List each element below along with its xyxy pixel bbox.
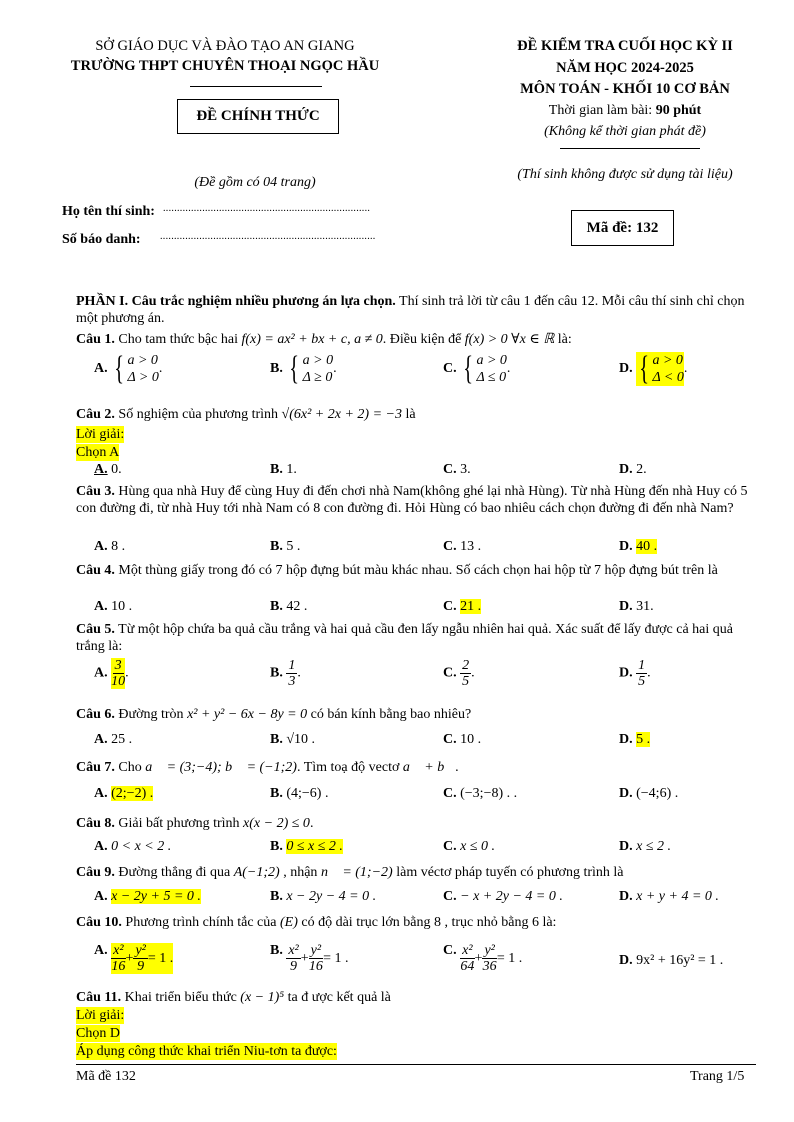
- option-value: x + y + 4 = 0 .: [636, 889, 719, 904]
- option-label: B.: [270, 732, 283, 747]
- footer-exam-code: Mã đề 132: [76, 1069, 136, 1084]
- q-label: Câu 8.: [76, 816, 115, 831]
- option-value: x − 2y − 4 = 0 .: [286, 889, 377, 904]
- option-label: D.: [619, 786, 633, 801]
- option-label: C.: [443, 361, 457, 377]
- option-value: 5 .: [636, 732, 651, 747]
- part1-title: PHẦN I. Câu trắc nghiệm nhiều phương án lựa chọn.: [76, 294, 396, 309]
- sys-line: a > 0: [476, 353, 507, 368]
- equation-rhs: = 1 .: [496, 950, 523, 966]
- sys-line: Δ ≤ 0: [476, 370, 507, 385]
- question-2: [76, 406, 756, 423]
- q7-option-d[interactable]: [619, 786, 678, 802]
- q-expr: x(x − 2) ≤ 0: [243, 816, 310, 831]
- option-value: 0 < x < 2 .: [111, 839, 172, 854]
- option-value: 9x² + 16y² = 1 .: [636, 953, 724, 968]
- option-label: B.: [270, 462, 283, 477]
- q-text: Cho tam thức bậc hai: [114, 332, 242, 347]
- q-text: . Điều kiện để: [382, 332, 465, 347]
- option-value: 10 .: [460, 732, 482, 747]
- q1-option-a[interactable]: A. { a > 0 Δ > 0 .: [94, 350, 163, 387]
- option-label: C.: [443, 786, 457, 801]
- q-text: có độ dài trục lớn bằng 8 , trục nhỏ bằng 6 là:: [297, 915, 557, 930]
- footer-divider: [76, 1064, 756, 1065]
- fraction: [286, 658, 297, 689]
- option-label: D.: [619, 953, 633, 968]
- option-label: B.: [270, 943, 283, 958]
- q-label: Câu 5.: [76, 622, 115, 637]
- denominator: 9: [137, 959, 145, 974]
- option-value: 1.: [286, 462, 297, 477]
- q6-option-c[interactable]: [443, 732, 481, 748]
- chosen-answer: Chọn D: [76, 1026, 120, 1041]
- q-text: có bán kính bằng bao nhiêu?: [307, 707, 472, 722]
- option-value: √10 .: [286, 732, 316, 747]
- solution-label: Lời giải:: [76, 1008, 125, 1023]
- exam-time: [480, 103, 770, 119]
- option-label: C.: [443, 732, 457, 747]
- option-label: B.: [270, 839, 283, 854]
- option-label: D.: [619, 665, 633, 681]
- denominator: 16: [111, 959, 126, 974]
- question-1: [76, 331, 756, 348]
- option-label: C.: [443, 462, 457, 477]
- option-label: C.: [443, 943, 457, 958]
- q8-option-b[interactable]: [270, 839, 343, 855]
- dept-name: SỞ GIÁO DỤC VÀ ĐÀO TẠO AN GIANG: [95, 38, 355, 54]
- q-text: là:: [554, 332, 572, 347]
- question-3: [76, 483, 756, 517]
- q-text: Số nghiệm của phương trình: [114, 407, 282, 422]
- option-label: C.: [443, 539, 457, 554]
- q5-option-a[interactable]: A. $\frac{3}{10}$ .: [94, 658, 129, 689]
- option-label: B.: [270, 786, 283, 801]
- q5-option-b[interactable]: B. $\frac{1}{3}$ .: [270, 658, 301, 689]
- option-label: A.: [94, 361, 108, 377]
- q8-option-a[interactable]: [94, 839, 171, 855]
- option-value: 3.: [460, 462, 471, 477]
- sys-line: Δ < 0: [652, 370, 684, 385]
- q-label: Câu 4.: [76, 563, 115, 578]
- q2-option-a[interactable]: [94, 462, 122, 478]
- time-value: 90 phút: [655, 103, 702, 118]
- time-label: Thời gian làm bài:: [548, 103, 656, 118]
- denominator: 5: [638, 674, 646, 689]
- q6-option-a[interactable]: [94, 732, 132, 748]
- option-label: D.: [619, 361, 633, 377]
- option-value: $\frac{\text{x²}}{9}$ + $\frac{\text{y²}}{16}$ = 1 .: [288, 943, 349, 974]
- option-label: C.: [443, 839, 457, 854]
- option-value: $\frac{\text{x²}}{64}$ + $\frac{\text{y²}}{36}$ = 1 .: [460, 943, 523, 974]
- sys-line: a > 0: [302, 353, 334, 368]
- q-expr: x² + y² − 6x − 8y = 0: [187, 707, 308, 722]
- option-label: C.: [443, 599, 457, 614]
- option-value: 21 .: [460, 599, 482, 614]
- q-text: Từ một hộp chứa ba quả cầu trắng và hai quả cầu đen lấy ngẫu nhiên hai quả. Xác suất để lấy được cả hai quả trắng là:: [76, 622, 733, 654]
- q4-option-d[interactable]: [619, 599, 654, 615]
- chosen-answer: Chọn A: [76, 445, 120, 460]
- equation-rhs: = 1 .: [323, 950, 349, 966]
- option-label: A.: [94, 665, 108, 681]
- denominator: 36: [482, 959, 497, 974]
- option-value: (−3;−8) . .: [460, 786, 518, 801]
- q3-option-b[interactable]: [270, 539, 300, 555]
- system: { a > 0 Δ ≥ 0: [289, 350, 334, 387]
- option-label: B.: [270, 889, 283, 904]
- candidate-name-label: Họ tên thí sinh:: [62, 204, 155, 219]
- q-label: Câu 10.: [76, 915, 122, 930]
- q-text: làm véctơ pháp tuyến có phương trình là: [392, 865, 624, 880]
- q3-option-c[interactable]: [443, 539, 481, 555]
- q5-option-d[interactable]: D. $\frac{1}{5}$ .: [619, 658, 651, 689]
- question-8: [76, 815, 756, 832]
- option-value: x ≤ 2 .: [636, 839, 672, 854]
- numerator: 1: [288, 658, 296, 673]
- q9-option-a[interactable]: [94, 889, 201, 905]
- system: { a > 0 Δ < 0: [636, 352, 684, 386]
- option-value: − x + 2y − 4 = 0 .: [460, 889, 563, 904]
- q6-option-b[interactable]: [270, 732, 315, 748]
- denominator: 3: [288, 674, 296, 689]
- option-label: A.: [94, 786, 108, 801]
- option-value: 31.: [636, 599, 654, 614]
- q3-option-d[interactable]: [619, 539, 657, 555]
- q4-option-c[interactable]: [443, 599, 481, 615]
- fraction: [111, 658, 125, 689]
- q-expr: a⃗ + b⃗: [402, 760, 456, 775]
- divider: [190, 86, 322, 87]
- q-label: Câu 9.: [76, 865, 115, 880]
- q10-option-b[interactable]: [270, 943, 349, 974]
- candidate-id-label: Số báo danh:: [62, 232, 141, 247]
- option-label: A.: [94, 539, 108, 554]
- q-text: Giải bất phương trình: [114, 816, 244, 831]
- question-4: [76, 562, 756, 579]
- option-value: (2;−2) .: [111, 786, 154, 801]
- q-expr: a⃗ = (3;−4); b⃗ = (−1;2): [145, 760, 297, 775]
- q-label: Câu 7.: [76, 760, 115, 775]
- denominator: 10: [111, 674, 126, 689]
- sys-line: a > 0: [652, 353, 683, 368]
- q8-option-c[interactable]: [443, 839, 495, 855]
- q-label: Câu 1.: [76, 332, 115, 347]
- option-label: A.: [94, 462, 108, 477]
- q-expr: n⃗ = (1;−2): [320, 865, 393, 880]
- option-label: A.: [94, 599, 108, 614]
- option-label: D.: [619, 889, 633, 904]
- q-text: ta đ ược kết quả là: [284, 990, 391, 1005]
- question-10: [76, 914, 756, 931]
- option-label: A.: [94, 889, 108, 904]
- option-value: x ≤ 0 .: [460, 839, 496, 854]
- school-name: TRƯỜNG THPT CHUYÊN THOẠI NGỌC HẦU: [70, 58, 380, 74]
- q7-option-b[interactable]: [270, 786, 328, 802]
- exam-code-box: Mã đề: 132: [571, 210, 674, 246]
- numerator: 3: [114, 658, 122, 673]
- equation-rhs: = 1 .: [147, 950, 174, 966]
- option-label: B.: [270, 361, 283, 377]
- exam-title: ĐỀ KIỂM TRA CUỐI HỌC KỲ II: [517, 38, 733, 54]
- q4-option-b[interactable]: [270, 599, 307, 615]
- denominator: 9: [290, 959, 298, 974]
- q-expr: f(x) = ax² + bx + c, a ≠ 0: [241, 332, 383, 347]
- q-expr: √(6x² + 2x + 2) = −3: [281, 407, 402, 422]
- page-count-note: (Đề gồm có 04 trang): [194, 175, 316, 190]
- option-value: $\frac{\text{x²}}{16}$ + $\frac{\text{y²}}{9}$ = 1 .: [111, 943, 174, 974]
- option-label: D.: [619, 599, 633, 614]
- q-text: . Tìm toạ độ vectơ: [296, 760, 403, 775]
- q-expr: f(x) > 0 ∀x ∈ ℝ: [464, 332, 555, 347]
- q6-option-d[interactable]: [619, 732, 650, 748]
- q9-option-d[interactable]: [619, 889, 719, 905]
- footer-page-number: Trang 1/5: [690, 1069, 745, 1084]
- q-text: .: [455, 760, 459, 775]
- option-value: 42 .: [286, 599, 308, 614]
- option-value: 40 .: [636, 539, 658, 554]
- question-9: [76, 864, 756, 881]
- q-expr: A(−1;2): [233, 865, 280, 880]
- option-label: B.: [270, 665, 283, 681]
- option-label: D.: [619, 839, 633, 854]
- q9-option-b[interactable]: [270, 889, 376, 905]
- q10-option-a[interactable]: [94, 943, 173, 974]
- q-text: Một thùng giấy trong đó có 7 hộp đựng bút màu khác nhau. Số cách chọn hai hộp từ 7 hộp đựng bút trên là: [114, 563, 718, 578]
- option-label: C.: [443, 665, 457, 681]
- q1-option-c[interactable]: C. { a > 0 Δ ≤ 0 .: [443, 350, 511, 387]
- q-expr: (E): [279, 915, 298, 930]
- numerator: 2: [462, 658, 470, 673]
- q2-option-d[interactable]: [619, 462, 647, 478]
- option-label: A.: [94, 943, 108, 958]
- system: { a > 0 Δ ≤ 0: [463, 350, 507, 387]
- candidate-name-field: ..........................................................................: [163, 203, 371, 214]
- option-label: C.: [443, 889, 457, 904]
- sys-line: a > 0: [127, 353, 158, 368]
- q1-option-d[interactable]: D. { a > 0 Δ < 0 .: [619, 350, 688, 387]
- solution-step: Áp dụng công thức khai triển Niu-tơn ta được:: [76, 1044, 337, 1059]
- q3-option-a[interactable]: [94, 539, 125, 555]
- numerator: y²: [135, 943, 146, 958]
- question-6: [76, 706, 756, 723]
- q-expr: (x − 1)⁵: [240, 990, 285, 1005]
- option-value: 0 ≤ x ≤ 2 .: [286, 839, 343, 854]
- numerator: x²: [462, 943, 473, 958]
- numerator: y²: [310, 943, 322, 958]
- option-value: (−4;6) .: [636, 786, 679, 801]
- q-text: Khai triển biểu thức: [121, 990, 241, 1005]
- numerator: y²: [484, 943, 495, 958]
- solution-label: Lời giải:: [76, 427, 125, 442]
- no-docs-note: (Thí sinh không được sử dụng tài liệu): [517, 167, 733, 182]
- q5-option-c[interactable]: C. $\frac{2}{5}$ .: [443, 658, 475, 689]
- sys-line: Δ ≥ 0: [302, 370, 333, 385]
- q-text: Đường tròn: [114, 707, 188, 722]
- q2-option-b[interactable]: [270, 462, 297, 478]
- q10-option-d[interactable]: [619, 953, 723, 969]
- fraction: [636, 658, 647, 689]
- q4-option-a[interactable]: [94, 599, 132, 615]
- option-value: (4;−6) .: [286, 786, 329, 801]
- numerator: x²: [113, 943, 124, 958]
- q7-option-a[interactable]: [94, 786, 153, 802]
- option-value: 8 .: [111, 539, 126, 554]
- candidate-id-field: .............................................................................: [160, 231, 376, 242]
- option-label: D.: [619, 732, 633, 747]
- denominator: 5: [462, 674, 470, 689]
- q-text: Phương trình chính tắc của: [121, 915, 280, 930]
- q9-option-c[interactable]: [443, 889, 563, 905]
- option-label: D.: [619, 462, 633, 477]
- option-value: 25 .: [111, 732, 133, 747]
- question-5: [76, 621, 756, 655]
- q8-option-d[interactable]: [619, 839, 671, 855]
- option-label: B.: [270, 599, 283, 614]
- option-value: 2.: [636, 462, 647, 477]
- option-value: 5 .: [286, 539, 301, 554]
- q2-option-c[interactable]: [443, 462, 471, 478]
- numerator: x²: [288, 943, 299, 958]
- q-label: Câu 3.: [76, 484, 115, 499]
- option-label: D.: [619, 539, 633, 554]
- q-text: là: [401, 407, 416, 422]
- option-label: A.: [94, 732, 108, 747]
- part1-intro: [76, 293, 756, 327]
- option-label: A.: [94, 839, 108, 854]
- official-box: ĐỀ CHÍNH THỨC: [177, 99, 339, 134]
- question-7: [76, 759, 756, 776]
- q10-option-c[interactable]: [443, 943, 522, 974]
- school-year: NĂM HỌC 2024-2025: [556, 60, 694, 76]
- option-value: x − 2y + 5 = 0 .: [111, 889, 201, 904]
- q-label: Câu 6.: [76, 707, 115, 722]
- question-11: [76, 989, 756, 1006]
- q-text: , nhận: [279, 865, 321, 880]
- option-value: 0.: [111, 462, 122, 477]
- option-label: B.: [270, 539, 283, 554]
- denominator: 64: [460, 959, 475, 974]
- q-label: Câu 11.: [76, 990, 122, 1005]
- divider: [560, 148, 700, 149]
- q-text: Đường thẳng đi qua: [114, 865, 234, 880]
- option-value: 13 .: [460, 539, 482, 554]
- q7-option-c[interactable]: [443, 786, 517, 802]
- time-note: (Không kể thời gian phát đề): [544, 124, 706, 139]
- numerator: 1: [638, 658, 646, 673]
- q-text: Hùng qua nhà Huy để cùng Huy đi đến chơi nhà Nam(không ghé lại nhà Hùng). Từ nhà Hùng đến nhà Huy có 5 con đường đi, từ nhà Huy tới nhà Nam có 8 con đường đi. Hỏi Hùng có bao nhiêu cách chọn đường đi đến nhà Nam?: [76, 484, 748, 516]
- subject: MÔN TOÁN - KHỐI 10 CƠ BẢN: [520, 81, 730, 97]
- sys-line: Δ > 0: [127, 370, 159, 385]
- q-text: .: [309, 816, 314, 831]
- denominator: 16: [308, 959, 323, 974]
- fraction: [460, 658, 471, 689]
- q-text: Cho: [114, 760, 146, 775]
- q1-option-b[interactable]: B. { a > 0 Δ ≥ 0 .: [270, 350, 337, 387]
- q-label: Câu 2.: [76, 407, 115, 422]
- option-value: 10 .: [111, 599, 133, 614]
- system: { a > 0 Δ > 0: [114, 350, 159, 387]
- part1-desc: Thí sinh trả lời từ câu 1 đến câu 12. Mỗi câu thí sinh chỉ chọn một phương án.: [76, 294, 745, 326]
